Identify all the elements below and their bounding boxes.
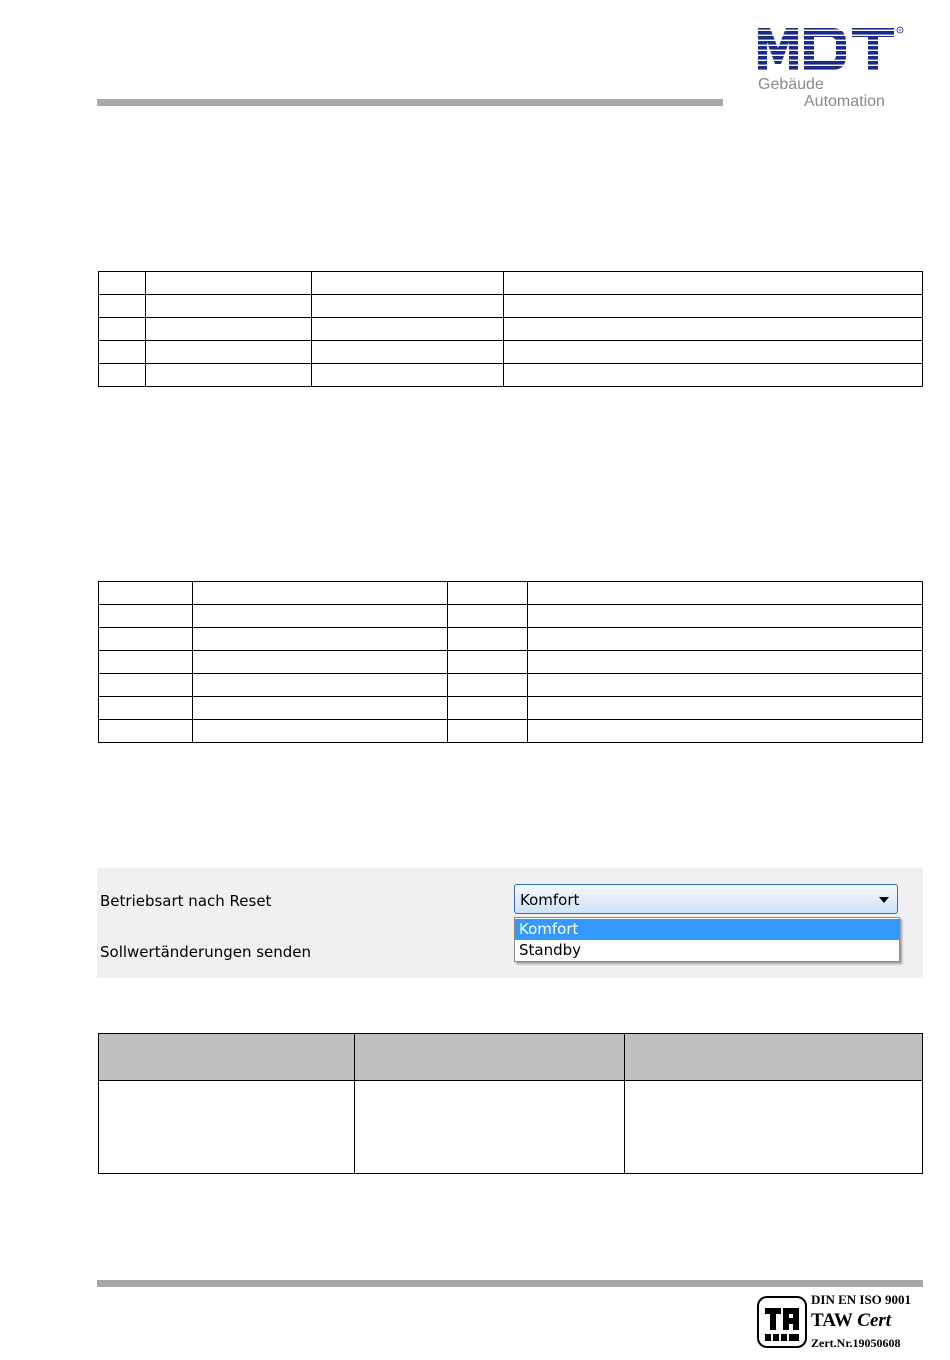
table-2	[98, 581, 923, 743]
option-standby[interactable]: Standby	[519, 941, 582, 959]
reset-mode-select[interactable]	[514, 884, 898, 914]
reset-mode-select-value: Komfort	[520, 891, 580, 909]
cert-standard: DIN EN ISO 9001	[811, 1292, 912, 1307]
label-send-setpoint: Sollwertänderungen senden	[100, 943, 312, 961]
table-row	[99, 628, 923, 651]
table-row	[99, 697, 923, 720]
table-row	[99, 341, 923, 364]
reset-mode-dropdown-list	[514, 917, 900, 962]
table-row	[99, 674, 923, 697]
cert-number: Zert.Nr.19050608	[811, 1336, 901, 1350]
logo-subtitle-line1: Gebäude	[758, 76, 824, 93]
footer-rule	[97, 1280, 923, 1287]
svg-text:R: R	[898, 27, 902, 33]
chevron-down-icon[interactable]	[879, 897, 889, 903]
table-row	[99, 295, 923, 318]
table-row	[99, 318, 923, 341]
table-row	[99, 605, 923, 628]
table-row	[99, 1081, 923, 1174]
logo-subtitle-line2: Automation	[804, 93, 885, 110]
table-header-row	[99, 1034, 923, 1081]
header-rule	[97, 99, 723, 106]
option-komfort[interactable]: Komfort	[515, 919, 899, 940]
label-reset-mode: Betriebsart nach Reset	[100, 892, 272, 910]
table-row	[99, 582, 923, 605]
table-row	[99, 364, 923, 387]
taw-cert-logo	[757, 1296, 807, 1348]
table-row	[99, 272, 923, 295]
table-row	[99, 720, 923, 743]
table-1	[98, 271, 923, 387]
table-3	[98, 1033, 923, 1174]
cert-brand: TAW Cert	[811, 1310, 892, 1331]
table-row	[99, 651, 923, 674]
